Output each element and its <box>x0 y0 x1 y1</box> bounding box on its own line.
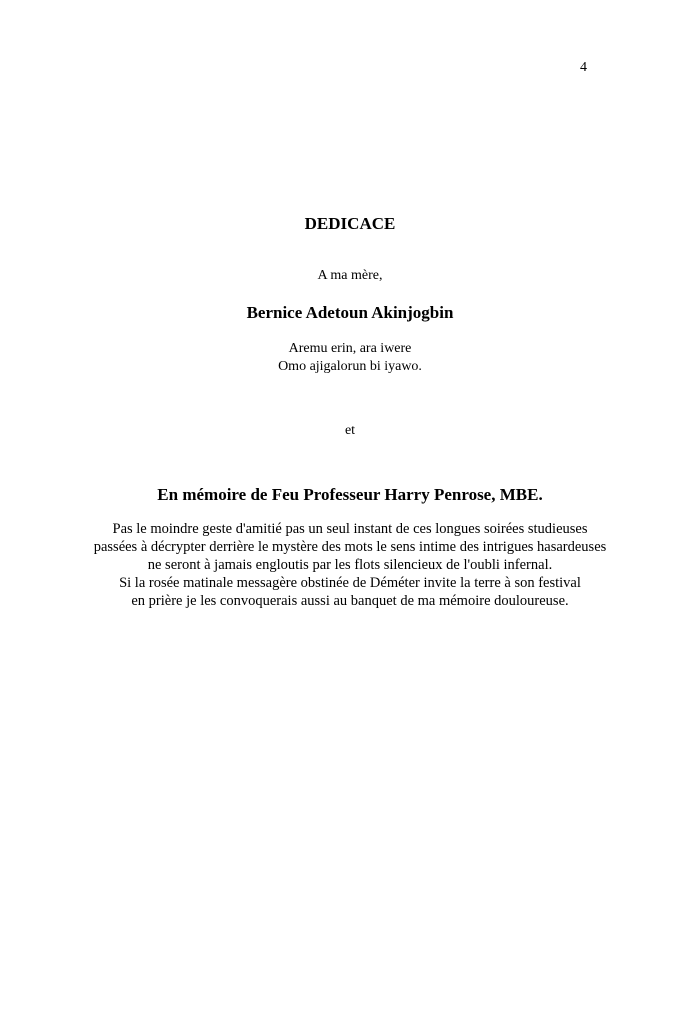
praise-verse <box>0 340 700 376</box>
conjunction: et <box>344 423 356 438</box>
praise-line: Aremu erin, ara iwere <box>288 341 412 356</box>
dedication-title: DEDICACE <box>304 214 396 233</box>
poem-line: ne seront à jamais engloutis par les flots silencieux de l'oubli infernal. <box>147 557 553 573</box>
memorial-heading: En mémoire de Feu Professeur Harry Penrose, MBE. <box>157 485 543 504</box>
page-number: 4 <box>580 60 587 75</box>
dedication-to-mother: A ma mère, <box>317 268 383 283</box>
memorial-poem <box>0 520 700 610</box>
poem-line: en prière je les convoquerais aussi au banquet de ma mémoire douloureuse. <box>131 593 569 609</box>
poem-line: Si la rosée matinale messagère obstinée de Déméter invite la terre à son festival <box>119 575 581 591</box>
poem-line: passées à décrypter derrière le mystère des mots le sens intime des intrigues hasardeuses <box>93 539 607 555</box>
praise-line: Omo ajigalorun bi iyawo. <box>278 359 422 374</box>
poem-line: Pas le moindre geste d'amitié pas un seul instant de ces longues soirées studieuses <box>112 521 588 537</box>
mother-name: Bernice Adetoun Akinjogbin <box>246 303 454 322</box>
